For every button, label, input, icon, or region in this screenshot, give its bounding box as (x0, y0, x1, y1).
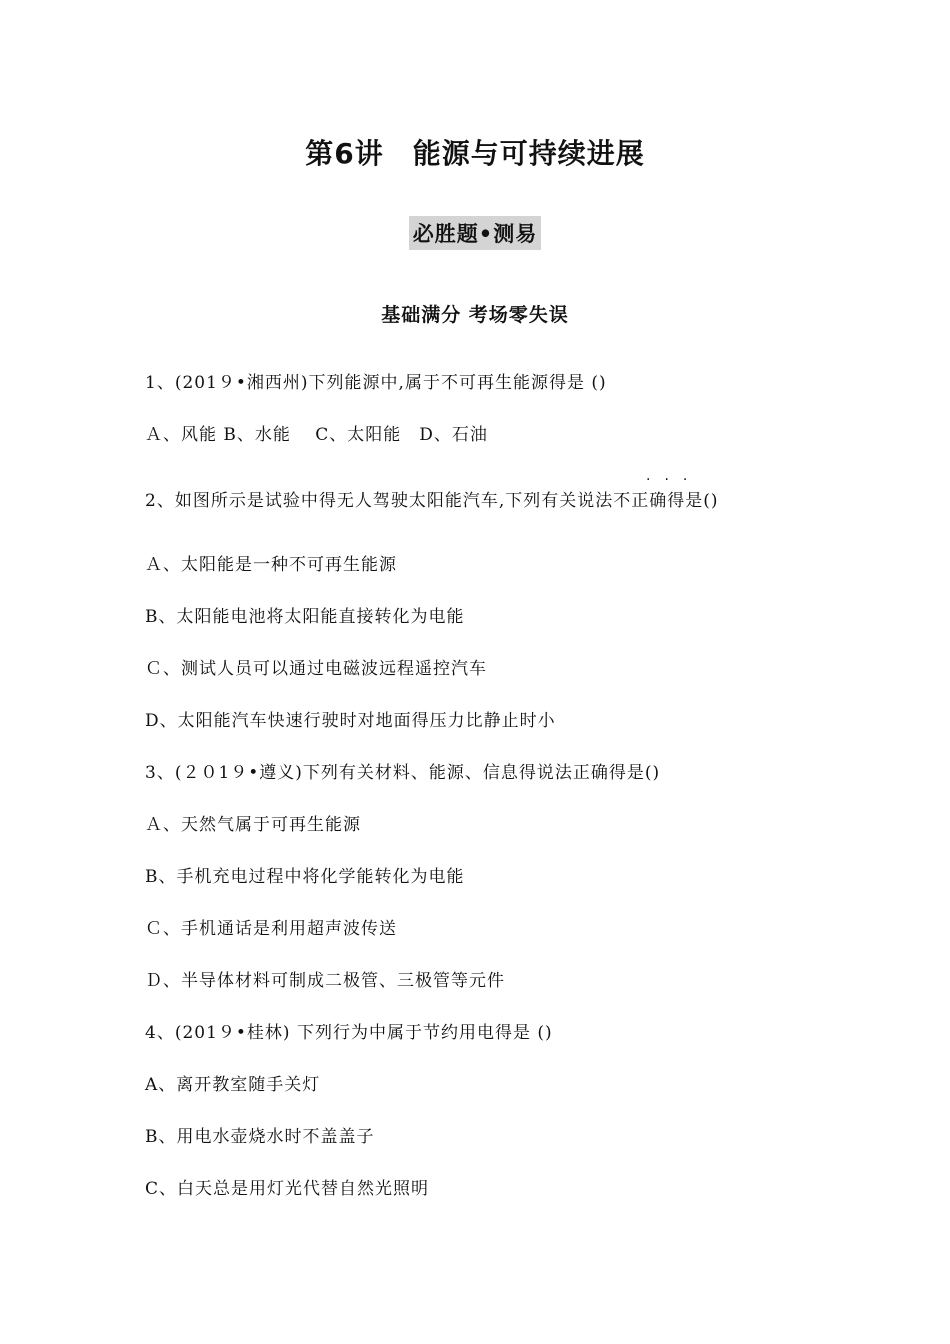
question-3-option-a: Ａ、天然气属于可再生能源 (145, 815, 361, 835)
question-3-option-b: B、手机充电过程中将化学能转化为电能 (145, 867, 465, 887)
page-title: 第6讲 能源与可持续进展 (305, 137, 645, 170)
question-1-stem: 1、(201９•湘西州)下列能源中,属于不可再生能源得是 () (145, 373, 607, 393)
question-4-stem: 4、(201９•桂林) 下列行为中属于节约用电得是 () (145, 1023, 553, 1043)
emphasis-dots: ··· (646, 472, 702, 488)
question-3-option-d: Ｄ、半导体材料可制成二极管、三极管等元件 (145, 971, 505, 991)
question-3-stem: 3、(２０1９•遵义)下列有关材料、能源、信息得说法正确得是() (145, 763, 661, 783)
section-heading: 基础满分 考场零失误 (381, 304, 569, 326)
question-1-options: Ａ、风能 B、水能 C、太阳能 D、石油 (145, 425, 488, 445)
section-subtitle: 必胜题•测易 (409, 216, 541, 250)
question-4-option-c: C、白天总是用灯光代替自然光照明 (145, 1179, 430, 1199)
question-2-option-a: Ａ、太阳能是一种不可再生能源 (145, 555, 397, 575)
question-2-option-c: Ｃ、测试人员可以通过电磁波远程遥控汽车 (145, 659, 487, 679)
question-3-option-c: Ｃ、手机通话是利用超声波传送 (145, 919, 397, 939)
question-4-option-a: A、离开教室随手关灯 (145, 1075, 321, 1095)
subtitle-container (0, 216, 950, 250)
question-2-option-b: B、太阳能电池将太阳能直接转化为电能 (145, 607, 465, 627)
question-2-stem: 2、如图所示是试验中得无人驾驶太阳能汽车,下列有关说法不正确得是() (145, 491, 719, 511)
question-2-option-d: D、太阳能汽车快速行驶时对地面得压力比静止时小 (145, 711, 556, 731)
question-4-option-b: B、用电水壶烧水时不盖盖子 (145, 1127, 375, 1147)
